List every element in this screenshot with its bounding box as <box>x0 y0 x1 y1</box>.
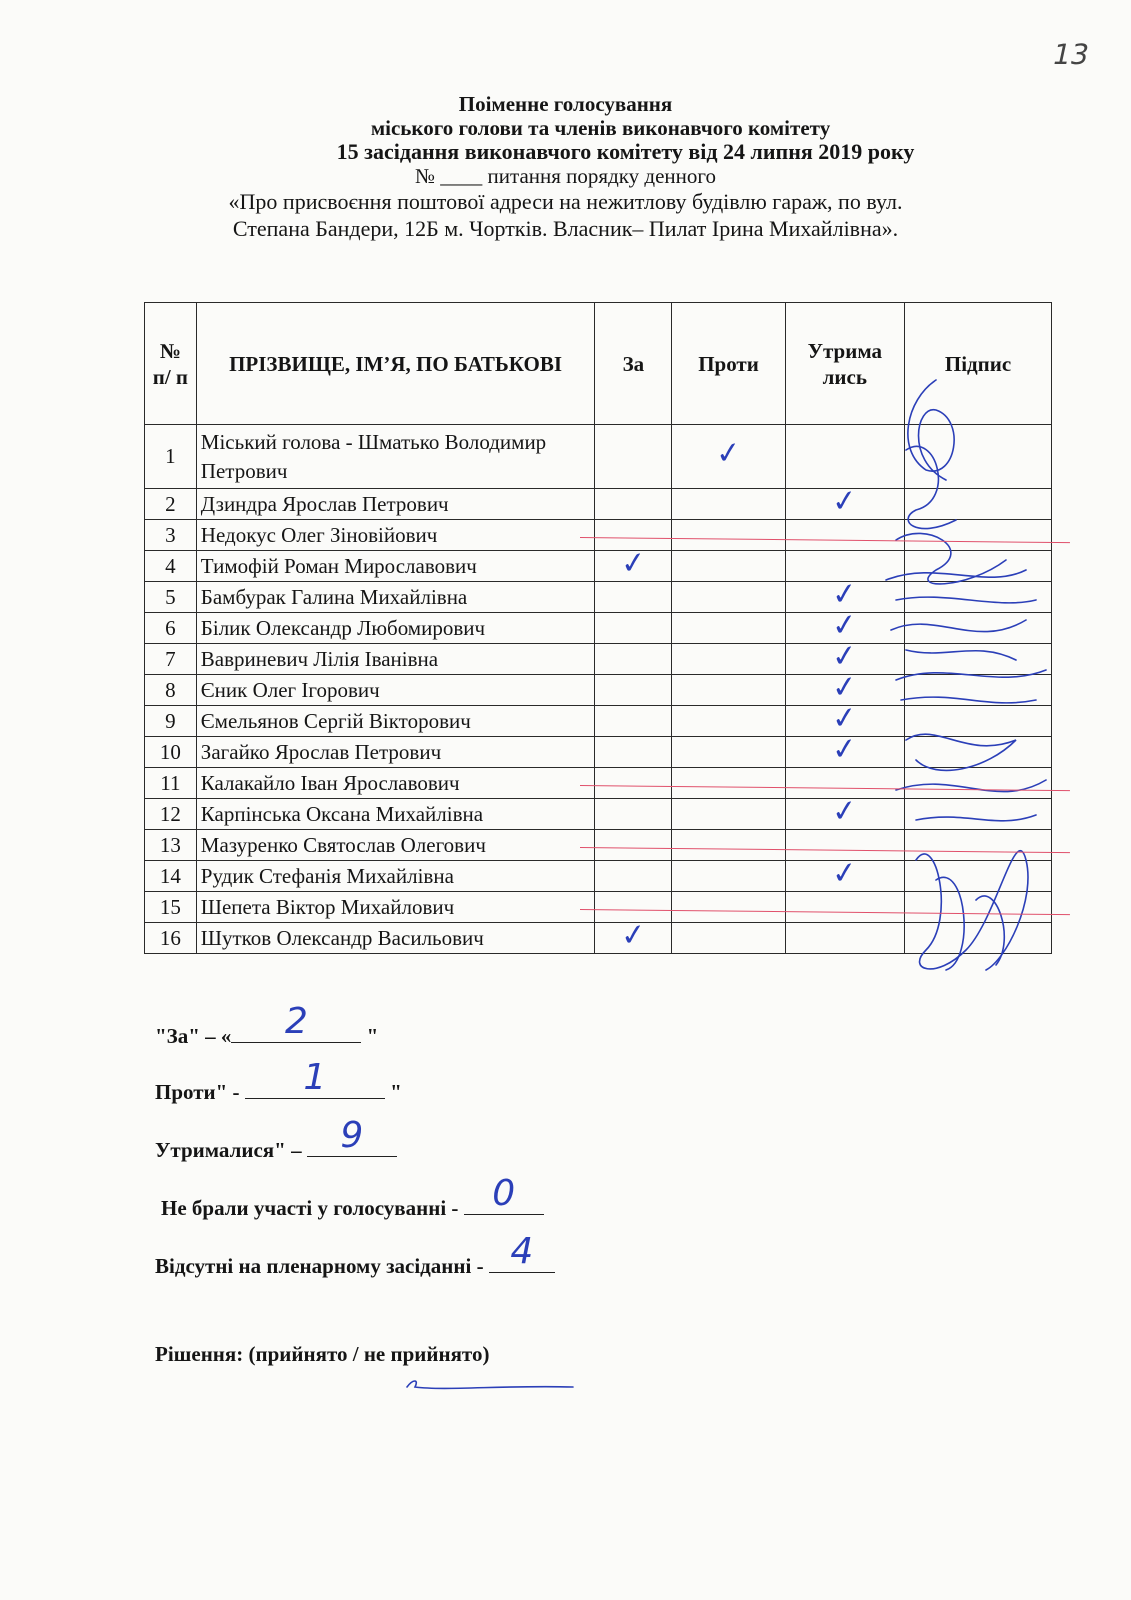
member-name: Дзиндра Ярослав Петрович <box>196 489 595 520</box>
vote-cell-utrymalys <box>785 520 904 551</box>
table-row <box>145 830 1052 861</box>
subject-line2: Степана Бандери, 12Б м. Чортків. Власник– Пилат Ірина Михайлівна». <box>232 216 899 241</box>
member-name: Бамбурак Галина Михайлівна <box>196 582 595 613</box>
vote-cell-utrymalys <box>785 892 904 923</box>
checkmark-icon: ✓ <box>830 668 860 706</box>
summary-not-voted-blank <box>464 1173 544 1215</box>
checkmark-icon: ✓ <box>830 482 860 520</box>
vote-cell-utrymalys <box>785 792 904 830</box>
header-pidpys: Підпис <box>905 303 1052 425</box>
summary-not-voted <box>161 1173 544 1221</box>
signature-cell <box>905 923 1052 954</box>
row-number: 2 <box>145 489 197 520</box>
summary-za-blank <box>231 1001 361 1043</box>
vote-cell-utrymalys <box>785 425 904 489</box>
signature-cell <box>905 892 1052 923</box>
agenda-item: № ____ питання порядку денного <box>415 164 716 188</box>
row-number: 16 <box>145 923 197 954</box>
table-row <box>145 675 1052 706</box>
member-name: Загайко Ярослав Петрович <box>196 737 595 768</box>
vote-cell-za <box>595 582 672 613</box>
signature-cell <box>905 861 1052 892</box>
vote-cell-za <box>595 799 672 830</box>
summary-proty-value: 1 <box>303 1057 327 1098</box>
table-row <box>145 737 1052 768</box>
summary-za <box>155 1001 379 1049</box>
subject-line1: «Про присвоєння поштової адреси на нежитлову будівлю гараж, по вул. <box>228 189 903 214</box>
checkmark-icon: ✓ <box>830 854 860 892</box>
vote-cell-za <box>595 706 672 737</box>
heading-line2: 15 засідання виконавчого комітету від 24 липня 2019 року <box>336 139 915 164</box>
checkmark-icon: ✓ <box>618 916 648 954</box>
summary-za-label: "За" – « <box>155 1024 232 1048</box>
vote-cell-proty <box>672 644 785 675</box>
checkmark-icon: ✓ <box>830 606 860 644</box>
vote-cell-proty <box>672 613 785 644</box>
row-number: 7 <box>145 644 197 675</box>
summary-utrym <box>155 1115 397 1163</box>
row-number: 14 <box>145 861 197 892</box>
vote-cell-za <box>595 425 672 489</box>
vote-cell-za <box>595 544 672 582</box>
vote-cell-proty <box>672 892 785 923</box>
table-row <box>145 551 1052 582</box>
summary-za-suffix: " <box>361 1024 379 1048</box>
vote-cell-proty <box>672 551 785 582</box>
signature-cell <box>905 706 1052 737</box>
member-name: Шепета Віктор Михайлович <box>196 892 595 923</box>
document-heading <box>0 92 1131 242</box>
heading-line1: міського голови та членів виконавчого комітету <box>370 116 831 140</box>
table-header-row <box>145 303 1052 425</box>
vote-cell-proty <box>672 706 785 737</box>
signature-cell <box>905 425 1052 489</box>
summary-utrym-value: 9 <box>340 1115 364 1156</box>
signature-cell <box>905 799 1052 830</box>
vote-cell-utrymalys <box>785 854 904 892</box>
vote-cell-utrymalys <box>785 730 904 768</box>
vote-cell-utrymalys <box>785 923 904 954</box>
signature-cell <box>905 768 1052 799</box>
table-row <box>145 582 1052 613</box>
table-row <box>145 768 1052 799</box>
row-number: 12 <box>145 799 197 830</box>
member-name: Міський голова - Шматько Володимир Петрович <box>196 425 595 489</box>
summary-absent-blank <box>489 1231 555 1273</box>
row-number: 15 <box>145 892 197 923</box>
vote-cell-proty <box>672 737 785 768</box>
vote-cell-proty <box>672 582 785 613</box>
member-name: Єник Олег Ігорович <box>196 675 595 706</box>
vote-cell-za <box>595 675 672 706</box>
vote-cell-proty <box>672 861 785 892</box>
vote-cell-za <box>595 830 672 861</box>
vote-cell-proty <box>672 489 785 520</box>
table-body <box>145 425 1052 954</box>
checkmark-icon: ✓ <box>830 699 860 737</box>
vote-cell-proty <box>672 768 785 799</box>
row-number: 8 <box>145 675 197 706</box>
vote-cell-za <box>595 768 672 799</box>
heading-title: Поіменне голосування <box>458 92 673 116</box>
row-number: 13 <box>145 830 197 861</box>
vote-cell-proty <box>672 520 785 551</box>
row-number: 1 <box>145 425 197 489</box>
checkmark-icon: ✓ <box>618 544 648 582</box>
header-num: № п/ п <box>145 303 197 425</box>
vote-cell-za <box>595 644 672 675</box>
table-row <box>145 489 1052 520</box>
summary-utrym-blank <box>307 1115 397 1157</box>
row-number: 5 <box>145 582 197 613</box>
signature-cell <box>905 520 1052 551</box>
signature-cell <box>905 551 1052 582</box>
table-row <box>145 520 1052 551</box>
member-name: Мазуренко Святослав Олегович <box>196 830 595 861</box>
summary-proty-label: Проти" - <box>155 1080 245 1104</box>
row-number: 6 <box>145 613 197 644</box>
vote-cell-za <box>595 737 672 768</box>
member-name: Білик Олександр Любомирович <box>196 613 595 644</box>
voting-table <box>144 302 1052 954</box>
summary-not-voted-label: Не брали участі у голосуванні - <box>161 1196 464 1220</box>
header-name: ПРІЗВИЩЕ, ІМ’Я, ПО БАТЬКОВІ <box>196 303 595 425</box>
vote-cell-za <box>595 916 672 954</box>
member-name: Шутков Олександр Васильович <box>196 923 595 954</box>
decision-underline-mark <box>405 1375 575 1395</box>
table-row <box>145 861 1052 892</box>
header-proty: Проти <box>672 303 785 425</box>
vote-cell-proty <box>672 425 785 489</box>
table-row <box>145 613 1052 644</box>
signature-cell <box>905 737 1052 768</box>
summary-proty <box>155 1057 402 1105</box>
checkmark-icon: ✓ <box>830 575 860 613</box>
vote-cell-proty <box>672 830 785 861</box>
summary-absent <box>155 1231 555 1279</box>
table-row <box>145 644 1052 675</box>
summary-not-voted-value: 0 <box>492 1173 516 1214</box>
signature-cell <box>905 830 1052 861</box>
decision-line: Рішення: (прийнято / не прийнято) <box>155 1342 490 1366</box>
summary-absent-value: 4 <box>510 1231 534 1272</box>
vote-cell-za <box>595 489 672 520</box>
checkmark-icon: ✓ <box>830 637 860 675</box>
member-name: Карпінська Оксана Михайлівна <box>196 799 595 830</box>
summary-utrym-label: Утрималися" – <box>155 1138 307 1162</box>
row-number: 11 <box>145 768 197 799</box>
member-name: Вавриневич Лілія Іванівна <box>196 644 595 675</box>
table-row <box>145 923 1052 954</box>
vote-cell-za <box>595 861 672 892</box>
checkmark-icon: ✓ <box>714 434 743 473</box>
table-row <box>145 799 1052 830</box>
row-number: 3 <box>145 520 197 551</box>
member-name: Недокус Олег Зіновійович <box>196 520 595 551</box>
summary-proty-suffix: " <box>384 1080 402 1104</box>
vote-cell-utrymalys <box>785 482 904 520</box>
header-za: За <box>595 303 672 425</box>
vote-cell-proty <box>672 675 785 706</box>
vote-cell-proty <box>672 799 785 830</box>
signature-cell <box>905 644 1052 675</box>
member-name: Ємельянов Сергій Вікторович <box>196 706 595 737</box>
signature-cell <box>905 613 1052 644</box>
vote-cell-proty <box>672 923 785 954</box>
checkmark-icon: ✓ <box>830 792 860 830</box>
table-row <box>145 425 1052 489</box>
row-number: 9 <box>145 706 197 737</box>
vote-cell-za <box>595 613 672 644</box>
summary-absent-label: Відсутні на пленарному засіданні - <box>155 1254 489 1278</box>
summary-proty-blank <box>245 1057 385 1099</box>
table-row <box>145 892 1052 923</box>
summary-za-value: 2 <box>284 1001 308 1042</box>
member-name: Рудик Стефанія Михайлівна <box>196 861 595 892</box>
member-name: Калакайло Іван Ярославович <box>196 768 595 799</box>
row-number: 4 <box>145 551 197 582</box>
checkmark-icon: ✓ <box>830 730 860 768</box>
table-row <box>145 706 1052 737</box>
member-name: Тимофій Роман Мирославович <box>196 551 595 582</box>
row-number: 10 <box>145 737 197 768</box>
signature-cell <box>905 489 1052 520</box>
signature-cell <box>905 582 1052 613</box>
header-utrymalys: Утрима лись <box>785 303 904 425</box>
signature-cell <box>905 675 1052 706</box>
page-number: 13 <box>1049 38 1093 71</box>
